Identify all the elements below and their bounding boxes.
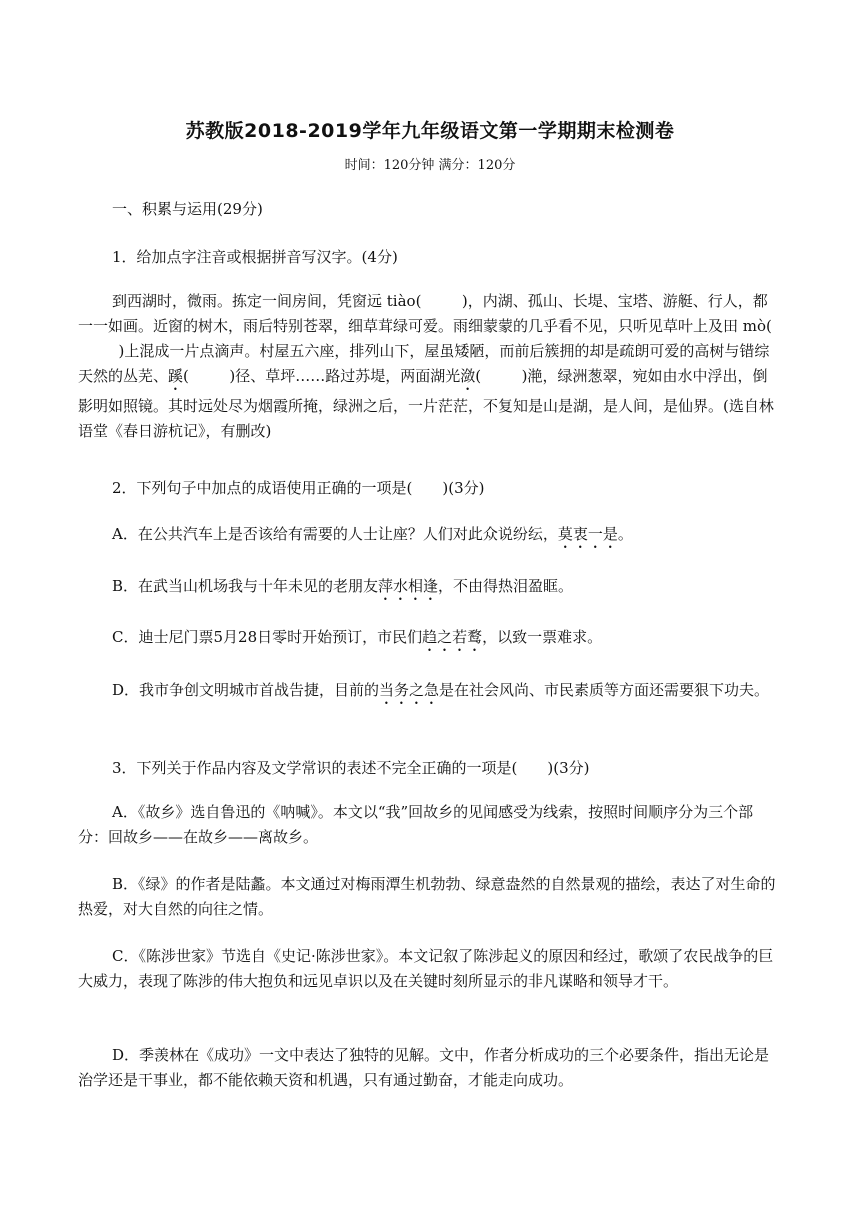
passage-text: )径、草坪……路过苏堤，两面湖光 bbox=[229, 367, 461, 385]
option-text: 。 bbox=[617, 525, 633, 543]
dotted-char: 蹊 bbox=[168, 367, 184, 385]
dotted-idiom: 莫衷一是 bbox=[557, 525, 618, 543]
option-c bbox=[78, 625, 816, 655]
option-text: 是在社会风尚、市民素质等方面还需要狠下功夫。 bbox=[439, 681, 770, 699]
option-text: ，以致一票难求。 bbox=[482, 628, 603, 646]
option-text: ，不由得热泪盈眶。 bbox=[438, 577, 574, 595]
option-d bbox=[78, 678, 782, 708]
option-text: C．迪士尼门票5月28日零时开始预订，市民们 bbox=[112, 628, 423, 646]
passage-text: )上混成一片点滴声。村屋五六座，排列山下，屋虽矮陋，而前后簇拥的却是疏朗可爱的高树与错综天然的丛芜、 bbox=[78, 342, 770, 385]
question-3-stem: 3．下列关于作品内容及文学常识的表述不完全正确的一项是( )(3分) bbox=[112, 759, 590, 777]
dotted-idiom: 当务之急 bbox=[379, 681, 440, 699]
dotted-idiom: 萍水相逢 bbox=[378, 577, 439, 595]
option-a bbox=[78, 522, 816, 552]
question-1-passage bbox=[78, 289, 782, 444]
passage-text: ( bbox=[475, 367, 482, 385]
dotted-idiom: 趋之若鹜 bbox=[422, 628, 483, 646]
exam-info: 时间：120分钟 满分：120分 bbox=[344, 158, 516, 173]
question-2-stem: 2．下列句子中加点的成语使用正确的一项是( )(3分) bbox=[112, 479, 485, 497]
dotted-char: 潋 bbox=[460, 367, 476, 385]
question-1-stem: 1．给加点字注音或根据拼音写汉字。(4分) bbox=[112, 248, 398, 266]
passage-text: 到西湖时，微雨。拣定一间房间，凭窗远 tiào( bbox=[112, 292, 422, 310]
page-title: 苏教版2018-2019学年九年级语文第一学期期末检测卷 bbox=[185, 120, 675, 142]
section-heading: 一、积累与运用(29分) bbox=[112, 200, 263, 218]
option-a: A．《故乡》选自鲁迅的《呐喊》。本文以“我”回故乡的见闻感受为线索，按照时间顺序分为三个部分：回故乡——在故乡——离故乡。 bbox=[78, 803, 754, 846]
passage-text: )，内湖、孤山、长堤、宝塔、游艇、行人，都一一如画。近窗的树木，雨后特别苍翠，细草茸绿可爱。雨细蒙蒙的几乎看不见，只听见草叶上及田 mò( bbox=[78, 292, 772, 335]
option-b: B．《绿》的作者是陆蠡。本文通过对梅雨潭生机勃勃、绿意盎然的自然景观的描绘，表达了对生命的热爱，对大自然的向往之情。 bbox=[78, 875, 776, 918]
passage-text: )滟，绿洲葱翠，宛如由水中浮出，倒影明如照镜。其时远处尽为烟霞所掩，绿洲之后，一片茫茫，不复知是山是湖，是人间，是仙界。(选自林语堂《春日游杭记》，有删改) bbox=[78, 367, 774, 440]
option-text: A．在公共汽车上是否该给有需要的人士让座？人们对此众说纷纭， bbox=[112, 525, 558, 543]
option-d: D．季羡林在《成功》一文中表达了独特的见解。文中，作者分析成功的三个必要条件，指出无论是治学还是干事业，都不能依赖天资和机遇，只有通过勤奋，才能走向成功。 bbox=[78, 1046, 770, 1089]
passage-text: ( bbox=[183, 367, 189, 385]
option-text: D．我市争创文明城市首战告捷，目前的 bbox=[112, 681, 380, 699]
option-text: B．在武当山机场我与十年未见的老朋友 bbox=[112, 577, 379, 595]
option-c: C．《陈涉世家》节选自《史记·陈涉世家》。本文记叙了陈涉起义的原因和经过，歌颂了农民战争的巨大威力，表现了陈涉的伟大抱负和远见卓识以及在关键时刻所显示的非凡谋略和领导才干。 bbox=[78, 947, 774, 990]
option-b bbox=[78, 574, 816, 604]
